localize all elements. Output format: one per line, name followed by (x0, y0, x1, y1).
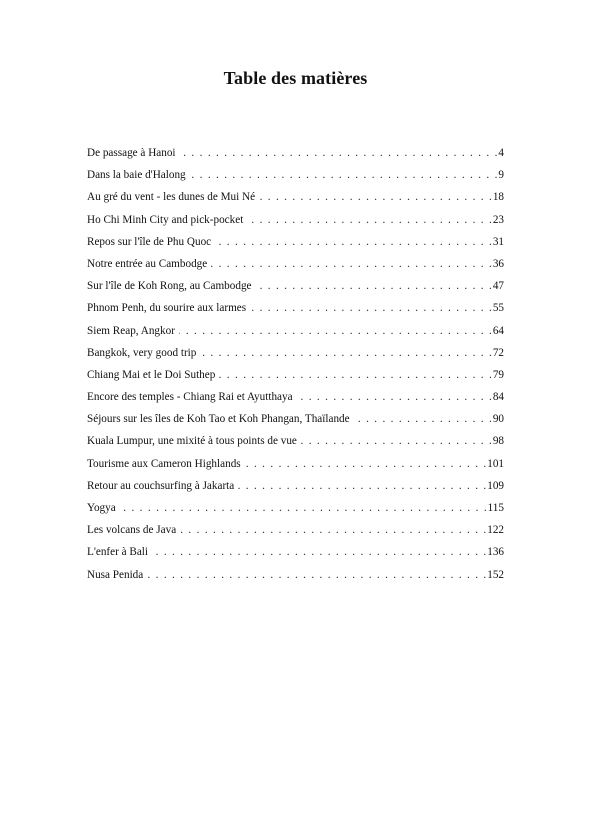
toc-entry-title: L'enfer à Bali (87, 546, 149, 559)
toc-dot-leader (256, 280, 492, 292)
toc-dot-leader (180, 147, 498, 159)
toc-entry-title: De passage à Hanoi (87, 147, 176, 159)
toc-entry (87, 236, 504, 258)
toc-entry (87, 280, 504, 302)
toc-entry (87, 169, 504, 191)
page-title: Table des matières (223, 68, 368, 88)
toc-dot-leader (297, 391, 492, 403)
toc-entry-title: Au gré du vent - les dunes de Mui Né (87, 191, 256, 204)
toc-entry (87, 502, 504, 524)
toc-entry (87, 191, 504, 213)
toc-entry (87, 258, 504, 280)
toc-entry-title: Kuala Lumpur, une mixité à tous points de vue (87, 435, 297, 448)
toc-entry-page-number: 136 (487, 546, 504, 559)
toc-dot-leader (219, 369, 491, 381)
toc-entry-page-number: 18 (492, 191, 504, 204)
toc-entry (87, 546, 504, 568)
toc-entry-page-number: 4 (498, 147, 504, 159)
toc-entry-page-number: 55 (492, 302, 504, 315)
toc-dot-leader (259, 191, 492, 203)
toc-entry-page-number: 36 (492, 257, 504, 270)
toc-dot-leader (180, 524, 486, 536)
toc-entry-page-number: 101 (487, 457, 504, 470)
toc-dot-leader (200, 347, 491, 359)
toc-dot-leader (354, 413, 492, 425)
toc-entry-title: Bangkok, very good trip (87, 346, 197, 359)
toc-entry-title: Sur l'île de Koh Rong, au Cambodge (87, 280, 252, 293)
toc-entry (87, 413, 504, 435)
toc-entry (87, 347, 504, 369)
toc-entry (87, 147, 504, 169)
toc-entry-title: Chiang Mai et le Doi Suthep (87, 368, 216, 381)
toc-entry (87, 458, 504, 480)
toc-entry-page-number: 72 (492, 346, 504, 359)
table-of-contents (87, 147, 504, 591)
toc-entry-page-number: 64 (492, 324, 504, 337)
toc-entry-page-number: 115 (487, 502, 504, 514)
toc-entry (87, 302, 504, 324)
toc-entry-title: Repos sur l'île de Phu Quoc (87, 235, 212, 248)
toc-dot-leader (152, 546, 486, 558)
toc-entry-title: Retour au couchsurfing à Jakarta (87, 479, 235, 492)
toc-dot-leader (250, 302, 492, 314)
toc-dot-leader (215, 236, 492, 248)
toc-entry (87, 480, 504, 502)
toc-entry-page-number: 47 (492, 280, 504, 293)
toc-entry-page-number: 23 (492, 213, 504, 226)
toc-entry (87, 435, 504, 457)
toc-entry-title: Les volcans de Java (87, 524, 177, 537)
toc-entry-title: Notre entrée au Cambodge (87, 257, 208, 270)
toc-dot-leader (179, 325, 492, 337)
toc-dot-leader (301, 435, 492, 447)
toc-entry-page-number: 90 (492, 413, 504, 426)
toc-entry-title: Yogya (87, 502, 116, 514)
toc-entry (87, 325, 504, 347)
toc-entry-page-number: 152 (487, 568, 504, 581)
toc-entry-page-number: 9 (498, 169, 504, 182)
toc-entry-title: Siem Reap, Angkor (87, 324, 175, 337)
toc-entry-page-number: 109 (487, 479, 504, 492)
toc-entry (87, 369, 504, 391)
toc-entry-title: Séjours sur les îles de Koh Tao et Koh Phangan, Thaïlande (87, 413, 350, 426)
toc-entry-page-number: 84 (492, 391, 504, 404)
toc-dot-leader (147, 569, 486, 581)
toc-entry-page-number: 31 (492, 235, 504, 248)
toc-dot-leader (190, 169, 498, 181)
toc-dot-leader (120, 502, 487, 514)
toc-dot-leader (245, 458, 487, 470)
toc-entry-page-number: 79 (492, 368, 504, 381)
toc-entry-title: Ho Chi Minh City and pick-pocket (87, 213, 244, 226)
toc-dot-leader (211, 258, 492, 270)
toc-entry-page-number: 98 (492, 435, 504, 448)
toc-entry-title: Nusa Penida (87, 568, 144, 581)
toc-entry-page-number: 122 (487, 524, 504, 537)
toc-entry-title: Phnom Penh, du sourire aux larmes (87, 302, 247, 315)
toc-dot-leader (238, 480, 486, 492)
toc-entry (87, 391, 504, 413)
toc-entry (87, 569, 504, 591)
toc-entry (87, 524, 504, 546)
toc-entry-title: Dans la baie d'Halong (87, 169, 186, 182)
toc-dot-leader (247, 214, 492, 226)
toc-entry-title: Tourisme aux Cameron Highlands (87, 457, 241, 470)
toc-entry-title: Encore des temples - Chiang Rai et Ayutthaya (87, 391, 293, 404)
toc-entry (87, 214, 504, 236)
